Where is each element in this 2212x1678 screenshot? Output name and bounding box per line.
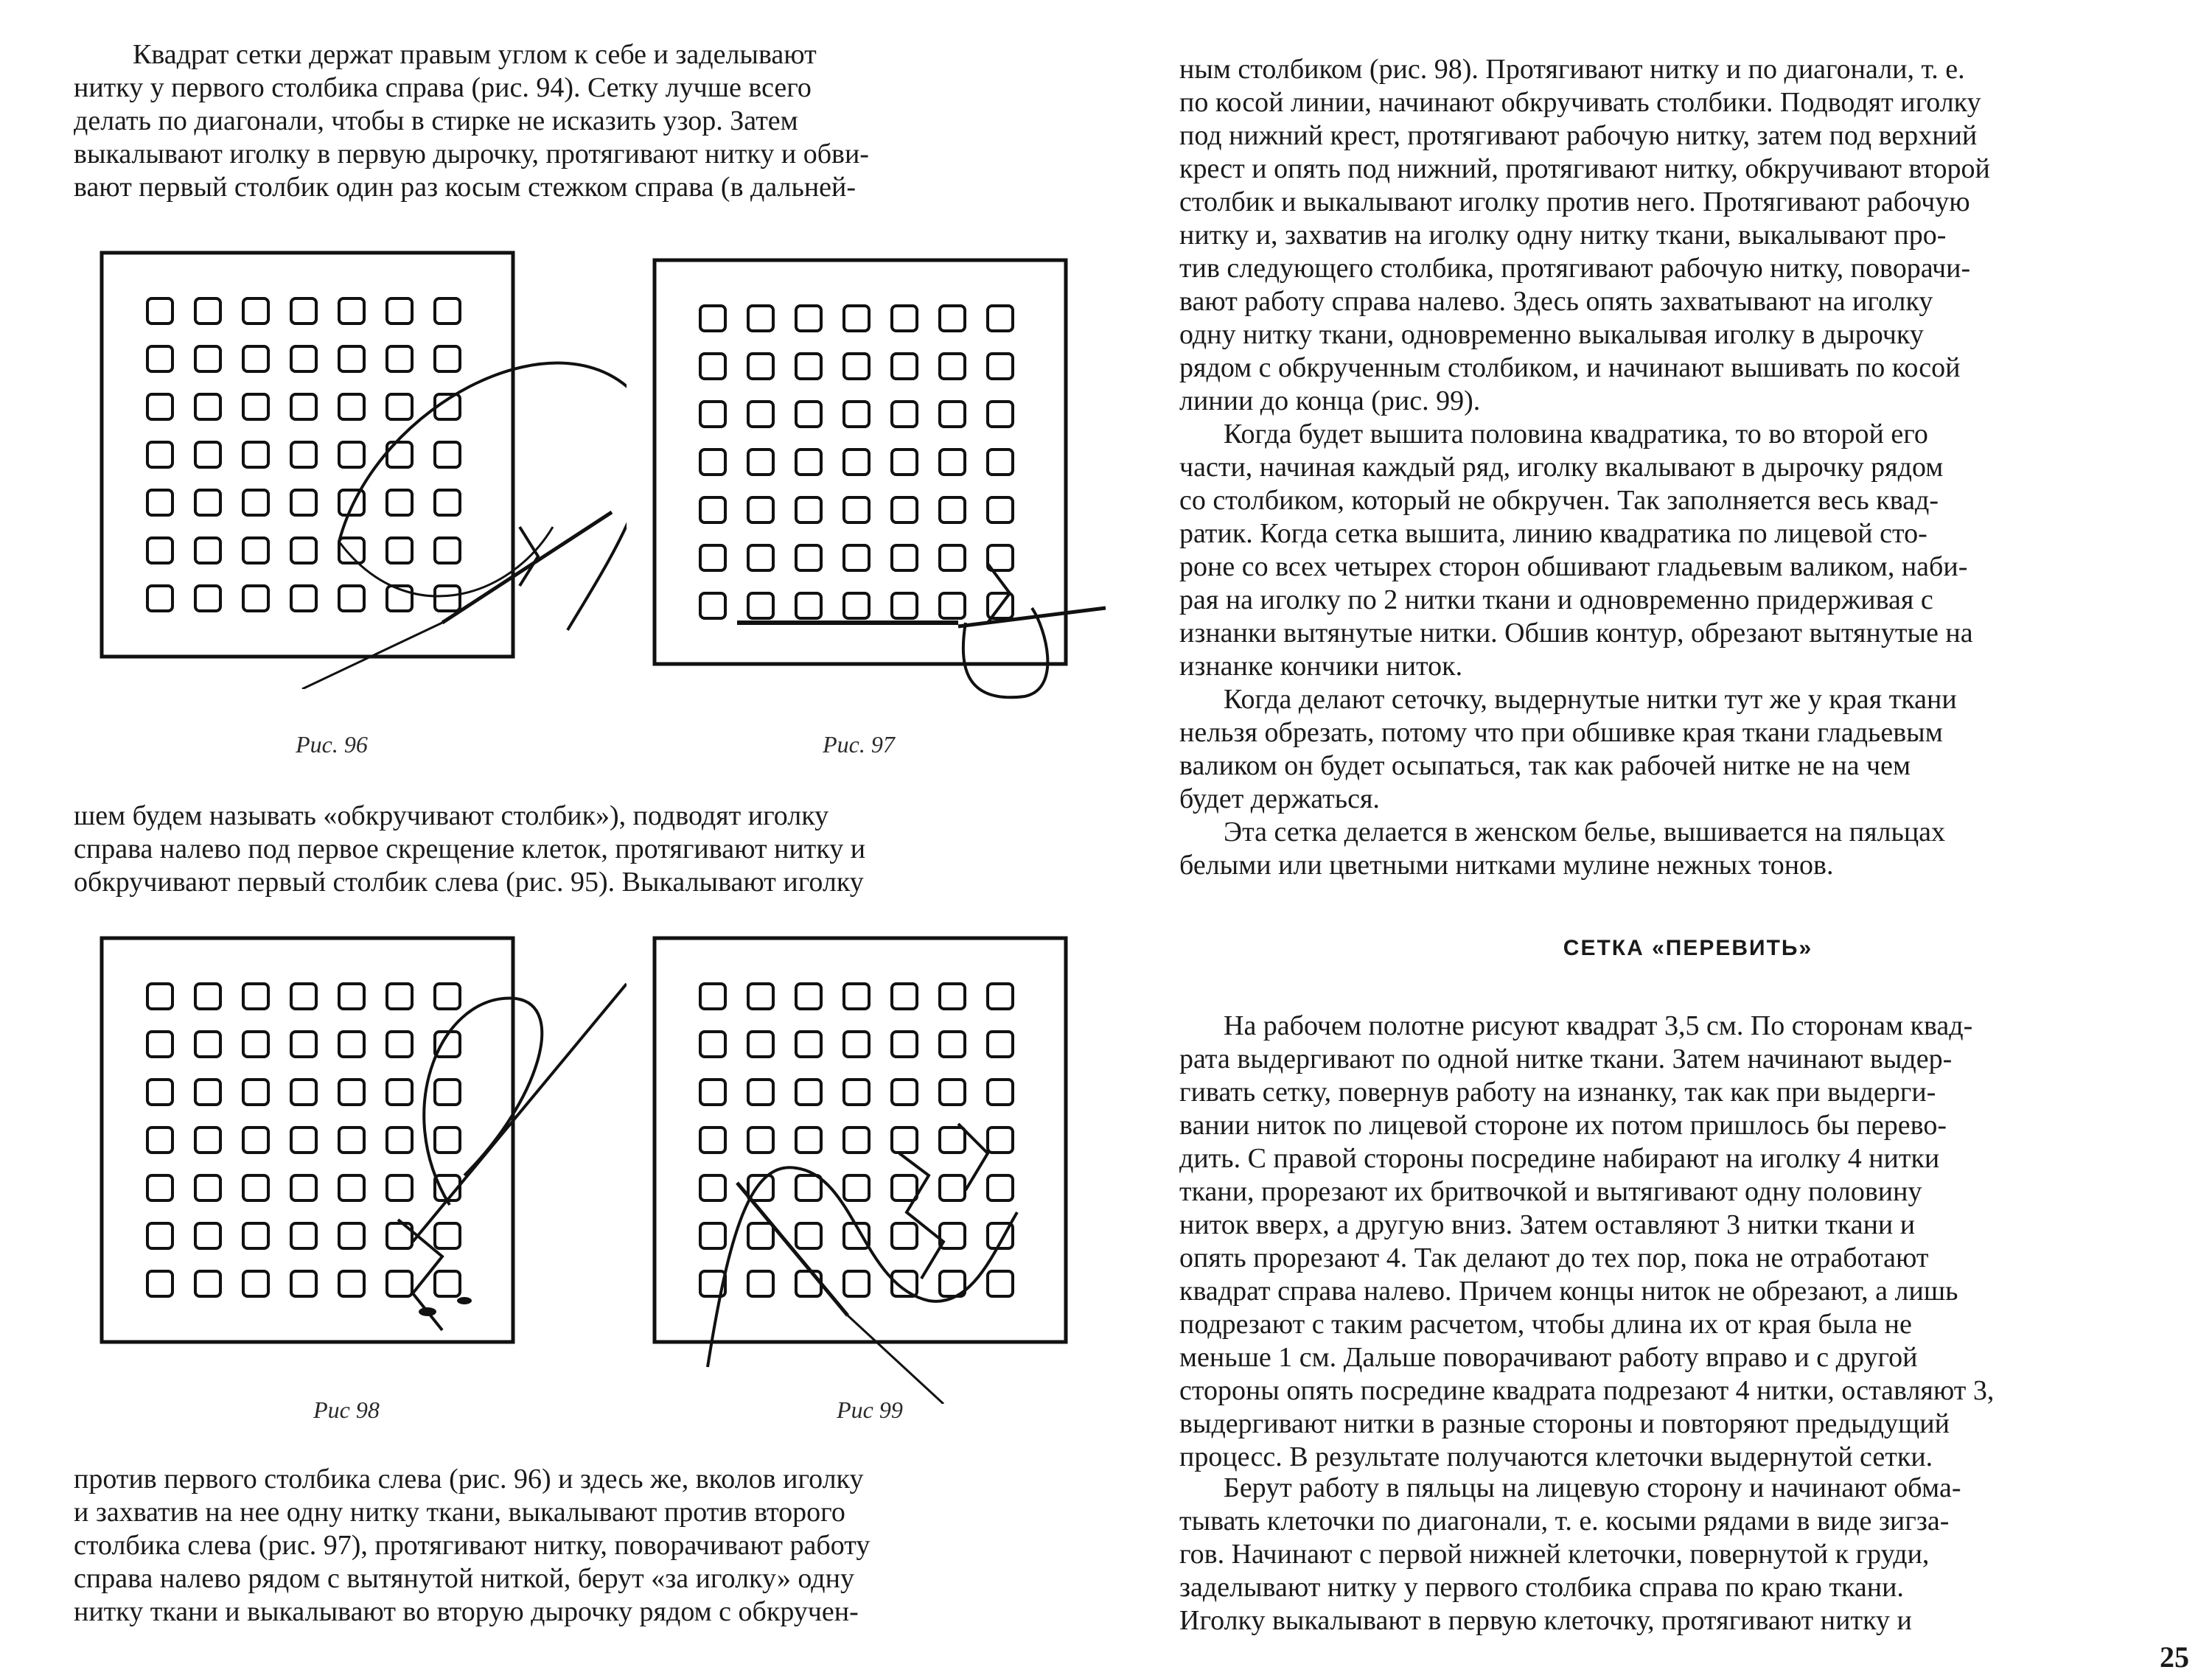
grid-cell (147, 1223, 172, 1248)
grid-cell (387, 1080, 412, 1105)
grid-cell (700, 306, 725, 331)
text-line: валиком он будет осыпаться, так как рабочей нитке не на чем (1179, 750, 1911, 781)
text-line: Берут работу в пяльцы на лицевую сторону и начинают обма- (1224, 1472, 1961, 1503)
grid-cell (796, 1032, 821, 1057)
grid-cell (940, 497, 965, 522)
text-line: квадрат справа налево. Причем концы ниток не обрезают, а лишь (1179, 1276, 1958, 1307)
grid-cell (435, 442, 460, 467)
grid-cell (435, 1223, 460, 1248)
right-paragraph-3 (1179, 683, 2197, 816)
grid-cell (195, 298, 220, 324)
figure-99 (649, 932, 1120, 1404)
text-line: Эта сетка делается в женском белье, вышивается на пяльцах (1224, 817, 1946, 847)
grid-cell (147, 1271, 172, 1296)
grid-cell (195, 586, 220, 611)
grid-cell (339, 984, 364, 1009)
grid-cell (940, 1223, 965, 1248)
grid-cell (700, 593, 725, 618)
text-line: обкручивают первый столбик слева (рис. 95). Выкалывают иголку (74, 867, 864, 898)
grid-cell (339, 490, 364, 515)
text-line: гивать сетку, повернув работу на изнанку, так как при выдерги- (1179, 1077, 1936, 1108)
text-line: вании ниток по лицевой стороне их потом пришлось бы перево- (1179, 1110, 1947, 1141)
right-paragraph-5 (1179, 1010, 2197, 1474)
left-paragraph-1 (74, 38, 1095, 204)
grid-cell (291, 1223, 316, 1248)
grid-cell (748, 984, 773, 1009)
grid-cell (988, 1080, 1013, 1105)
grid-cell (195, 490, 220, 515)
grid-cell (844, 450, 869, 475)
text-line: линии до конца (рис. 99). (1179, 385, 1481, 416)
grid-cell (748, 1271, 773, 1296)
grid-cell (147, 1080, 172, 1105)
grid-cell (892, 1175, 917, 1200)
text-line: части, начиная каждый ряд, иголку вкалывают в дырочку рядом (1179, 452, 1944, 483)
grid-cell (195, 1223, 220, 1248)
grid-cell (844, 402, 869, 427)
grid-cell (700, 450, 725, 475)
grid-cell (147, 298, 172, 324)
grid-cell (243, 1175, 268, 1200)
grid-cell (700, 497, 725, 522)
grid-cell (195, 346, 220, 371)
text-line: вают первый столбик один раз косым стежком справа (в дальней- (74, 172, 856, 203)
grid-cell (700, 1032, 725, 1057)
grid-cell (243, 1223, 268, 1248)
grid-cell (844, 1032, 869, 1057)
grid-cell (435, 346, 460, 371)
grid-cell (339, 586, 364, 611)
grid-cell (892, 593, 917, 618)
grid-cell (796, 497, 821, 522)
grid-cell (940, 306, 965, 331)
grid-cell (940, 1032, 965, 1057)
grid-cell (988, 354, 1013, 379)
left-paragraph-2 (74, 800, 1095, 899)
grid-cell (796, 1128, 821, 1153)
grid-cell (291, 586, 316, 611)
grid-cell (291, 1175, 316, 1200)
grid-cell (748, 593, 773, 618)
grid-cell (892, 450, 917, 475)
grid-cell (940, 402, 965, 427)
grid-cell (748, 1080, 773, 1105)
grid-cell (291, 984, 316, 1009)
text-line: шем будем называть «обкручивают столбик»), подводят иголку (74, 800, 829, 831)
text-line: ниток вверх, а другую вниз. Затем оставляют 3 нитки ткани и (1179, 1209, 1916, 1240)
grid-cell (700, 1175, 725, 1200)
grid-cell (988, 402, 1013, 427)
page-number: 25 (2160, 1640, 2189, 1674)
grid-cell (291, 1080, 316, 1105)
grid-cell (243, 586, 268, 611)
grid-cell (892, 545, 917, 570)
text-line: изнанки вытянутые нитки. Обшив контур, обрезают вытянутые на (1179, 618, 1973, 649)
figure-98 (96, 932, 627, 1374)
grid-cell (339, 1080, 364, 1105)
grid-cell (435, 1271, 460, 1296)
grid-cell (387, 490, 412, 515)
grid-cell (339, 1032, 364, 1057)
text-line: рядом с обкрученным столбиком, и начинают вышивать по косой (1179, 352, 1961, 383)
text-line: Квадрат сетки держат правым углом к себе и заделывают (133, 39, 817, 70)
grid-cell (892, 1128, 917, 1153)
section-heading: СЕТКА «ПЕРЕВИТЬ» (1563, 936, 1813, 960)
grid-cell (748, 1128, 773, 1153)
grid-cell (291, 298, 316, 324)
text-line: роне со всех четырех сторон обшивают гладьевым валиком, наби- (1179, 551, 1968, 582)
grid-cell (796, 1080, 821, 1105)
text-line: под нижний крест, протягивают рабочую нитку, затем под верхний (1179, 120, 1978, 151)
text-line: одну нитку ткани, одновременно выкалывая иголку в дырочку (1179, 319, 1924, 350)
grid-cell (147, 442, 172, 467)
right-paragraph-6 (1179, 1472, 2197, 1637)
text-line: против первого столбика слева (рис. 96) и здесь же, вколов иголку (74, 1464, 864, 1495)
text-line: опять прорезают 4. Так делают до тех пор, пока не отработают (1179, 1242, 1929, 1273)
grid-cell (243, 442, 268, 467)
grid-cell (291, 490, 316, 515)
grid-cell (796, 402, 821, 427)
text-line: гов. Начинают с первой нижней клеточки, повернутой к груди, (1179, 1539, 1930, 1570)
text-line: по косой линии, начинают обкручивать столбики. Подводят иголку (1179, 87, 1981, 118)
text-line: рата выдергивают по одной нитке ткани. Затем начинают выдер- (1179, 1043, 1953, 1074)
grid-cell (243, 346, 268, 371)
grid-cell (195, 1128, 220, 1153)
grid-cell (988, 497, 1013, 522)
grid-cell (339, 1271, 364, 1296)
grid-cell (435, 1080, 460, 1105)
text-line: нельзя обрезать, потому что при обшивке края ткани гладьевым (1179, 717, 1943, 748)
grid-cell (844, 306, 869, 331)
right-page (1150, 0, 2212, 1678)
text-line: справа налево под первое скрещение клеток, протягивают нитку и (74, 833, 866, 864)
grid-cell (796, 1223, 821, 1248)
grid-cell (147, 586, 172, 611)
grid-cell (387, 1032, 412, 1057)
grid-cell (988, 1175, 1013, 1200)
grid-cell (243, 1080, 268, 1105)
text-line: крест и опять под нижний, протягивают нитку, обкручивают второй (1179, 153, 1990, 184)
grid-cell (940, 593, 965, 618)
grid-cell (435, 298, 460, 324)
grid-cell (195, 1032, 220, 1057)
text-line: Когда делают сеточку, выдернутые нитки тут же у края ткани (1224, 684, 1957, 715)
grid-cell (387, 984, 412, 1009)
grid-cell (940, 1080, 965, 1105)
grid-cell (700, 984, 725, 1009)
grid-cell (147, 1128, 172, 1153)
text-line: ткани, прорезают их бритвочкой и вытягивают одну половину (1179, 1176, 1922, 1207)
figure-97-illustration (649, 254, 1120, 711)
grid-cell (844, 984, 869, 1009)
grid-cell (796, 545, 821, 570)
grid-cell (195, 394, 220, 419)
text-line: Иголку выкалывают в первую клеточку, протягивают нитку и (1179, 1605, 1912, 1636)
grid-cell (700, 545, 725, 570)
grid-cell (291, 1271, 316, 1296)
text-line: подрезают с таким расчетом, чтобы длина их от края была не (1179, 1309, 1912, 1340)
grid-cell (748, 354, 773, 379)
figure-96-caption: Рис. 96 (296, 731, 368, 758)
grid-cell (988, 306, 1013, 331)
text-line: выдергивают нитки в разные стороны и повторяют предыдущий (1179, 1408, 1950, 1439)
grid-cell (844, 1175, 869, 1200)
grid-cell (339, 538, 364, 563)
grid-cell (796, 593, 821, 618)
text-line: стороны опять посредине квадрата подрезают 4 нитки, оставляют 3, (1179, 1375, 1995, 1406)
grid-cell (291, 1032, 316, 1057)
text-line: процесс. В результате получаются клеточки выдернутой сетки. (1179, 1441, 1933, 1472)
grid-cell (147, 538, 172, 563)
grid-cell (844, 497, 869, 522)
grid-cell (435, 490, 460, 515)
grid-cell (844, 354, 869, 379)
text-line: ным столбиком (рис. 98). Протягивают нитку и по диагонали, т. е. (1179, 54, 1965, 85)
grid-cell (147, 1175, 172, 1200)
grid-cell (291, 538, 316, 563)
grid-cell (147, 490, 172, 515)
grid-cell (796, 1271, 821, 1296)
text-line: заделывают нитку у первого столбика справа по краю ткани. (1179, 1572, 1904, 1603)
grid-cell (796, 1175, 821, 1200)
text-line: На рабочем полотне рисуют квадрат 3,5 см. По сторонам квад- (1224, 1010, 1973, 1041)
grid-cell (339, 1223, 364, 1248)
grid-cell (387, 1271, 412, 1296)
grid-cell (243, 490, 268, 515)
grid-cell (940, 984, 965, 1009)
grid-cell (892, 1223, 917, 1248)
left-paragraph-3 (74, 1463, 1095, 1629)
grid-cell (195, 538, 220, 563)
grid-cell (988, 1128, 1013, 1153)
text-line: меньше 1 см. Дальше поворачивают работу вправо и с другой (1179, 1342, 1918, 1373)
grid-cell (844, 1128, 869, 1153)
grid-cell (748, 1223, 773, 1248)
text-line: тив следующего столбика, протягивают рабочую нитку, поворачи- (1179, 253, 1971, 284)
grid-cell (243, 298, 268, 324)
text-line: столбика слева (рис. 97), протягивают нитку, поворачивают работу (74, 1530, 871, 1561)
grid-cell (195, 1175, 220, 1200)
grid-cell (892, 497, 917, 522)
grid-cell (844, 1271, 869, 1296)
text-line: рая на иголку по 2 нитки ткани и одновременно придерживая с (1179, 584, 1933, 615)
grid-cell (339, 1175, 364, 1200)
text-line: нитку и, захватив на иголку одну нитку ткани, выкалывают про- (1179, 220, 1947, 251)
grid-cell (147, 346, 172, 371)
grid-cell (700, 1080, 725, 1105)
text-line: белыми или цветными нитками мулине нежных тонов. (1179, 850, 1834, 881)
grid-cell (988, 1032, 1013, 1057)
grid-cell (796, 984, 821, 1009)
grid-cell (435, 538, 460, 563)
text-line: делать по диагонали, чтобы в стирке не исказить узор. Затем (74, 105, 798, 136)
grid-cell (435, 586, 460, 611)
grid-cell (748, 497, 773, 522)
grid-cell (796, 306, 821, 331)
text-line: вают работу справа налево. Здесь опять захватывают на иголку (1179, 286, 1933, 317)
grid-cell (796, 354, 821, 379)
text-line: со столбиком, который не обкручен. Так заполняется весь квад- (1179, 485, 1939, 516)
grid-cell (387, 346, 412, 371)
grid-cell (988, 1271, 1013, 1296)
grid-cell (291, 394, 316, 419)
text-line: нитку ткани и выкалывают во вторую дырочку рядом с обкручен- (74, 1596, 859, 1627)
figure-97-caption: Рис. 97 (823, 731, 895, 758)
grid-cell (940, 450, 965, 475)
grid-cell (195, 442, 220, 467)
text-line: изнанке кончики ниток. (1179, 651, 1463, 682)
grid-cell (387, 1175, 412, 1200)
grid-cell (339, 298, 364, 324)
text-line: тывать клеточки по диагонали, т. е. косыми рядами в виде зигза- (1179, 1506, 1950, 1537)
grid-cell (892, 306, 917, 331)
grid-cell (844, 1080, 869, 1105)
grid-cell (940, 354, 965, 379)
grid-cell (892, 402, 917, 427)
grid-cell (291, 442, 316, 467)
figure-97 (649, 254, 1120, 711)
figure-98-caption: Рис 98 (313, 1396, 380, 1423)
grid-cell (844, 545, 869, 570)
grid-cell (435, 1128, 460, 1153)
grid-cell (700, 1128, 725, 1153)
grid-cell (243, 394, 268, 419)
grid-cell (339, 1128, 364, 1153)
text-line: ратик. Когда сетка вышита, линию квадратика по лицевой сто- (1179, 518, 1927, 549)
grid-cell (940, 545, 965, 570)
text-line: и захватив на нее одну нитку ткани, выкалывают против второго (74, 1497, 845, 1528)
grid-cell (435, 984, 460, 1009)
grid-cell (147, 1032, 172, 1057)
grid-cell (387, 538, 412, 563)
grid-cell (748, 306, 773, 331)
figure-99-illustration (649, 932, 1120, 1404)
grid-cell (844, 593, 869, 618)
grid-cell (988, 984, 1013, 1009)
figure-96 (96, 247, 627, 689)
grid-cell (748, 545, 773, 570)
grid-cell (988, 450, 1013, 475)
text-line: справа налево рядом с вытянутой ниткой, берут «за иголку» одну (74, 1563, 854, 1594)
grid-cell (387, 394, 412, 419)
grid-cell (195, 984, 220, 1009)
figure-98-illustration (96, 932, 627, 1374)
text-line: столбик и выкалывают иголку против него. Протягивают рабочую (1179, 186, 1970, 217)
grid-cell (147, 984, 172, 1009)
grid-cell (291, 1128, 316, 1153)
grid-cell (243, 1032, 268, 1057)
grid-cell (387, 298, 412, 324)
right-paragraph-2 (1179, 418, 2197, 683)
grid-cell (700, 402, 725, 427)
text-line: дить. С правой стороны посредине набирают на иголку 4 нитки (1179, 1143, 1940, 1174)
grid-cell (796, 450, 821, 475)
figure-96-illustration (96, 247, 627, 689)
grid-cell (940, 1175, 965, 1200)
grid-cell (748, 450, 773, 475)
text-line: выкалывают иголку в первую дырочку, протягивают нитку и обви- (74, 139, 869, 169)
grid-cell (940, 1128, 965, 1153)
grid-cell (243, 1128, 268, 1153)
grid-cell (147, 394, 172, 419)
grid-cell (243, 538, 268, 563)
right-paragraph-4 (1179, 816, 2197, 882)
grid-cell (700, 1223, 725, 1248)
grid-cell (748, 1032, 773, 1057)
grid-cell (748, 402, 773, 427)
grid-cell (243, 1271, 268, 1296)
text-line: будет держаться. (1179, 783, 1380, 814)
grid-cell (700, 354, 725, 379)
grid-cell (195, 1080, 220, 1105)
right-paragraph-1 (1179, 53, 2197, 418)
grid-cell (387, 1128, 412, 1153)
grid-cell (195, 1271, 220, 1296)
grid-cell (892, 1032, 917, 1057)
grid-cell (339, 394, 364, 419)
figure-99-caption: Рис 99 (837, 1396, 903, 1423)
text-line: Когда будет вышита половина квадратика, то во второй его (1224, 419, 1928, 450)
grid-cell (892, 1080, 917, 1105)
grid-cell (339, 442, 364, 467)
grid-cell (892, 354, 917, 379)
grid-cell (243, 984, 268, 1009)
grid-cell (291, 346, 316, 371)
grid-cell (339, 346, 364, 371)
grid-cell (892, 984, 917, 1009)
text-line: нитку у первого столбика справа (рис. 94). Сетку лучше всего (74, 72, 812, 103)
